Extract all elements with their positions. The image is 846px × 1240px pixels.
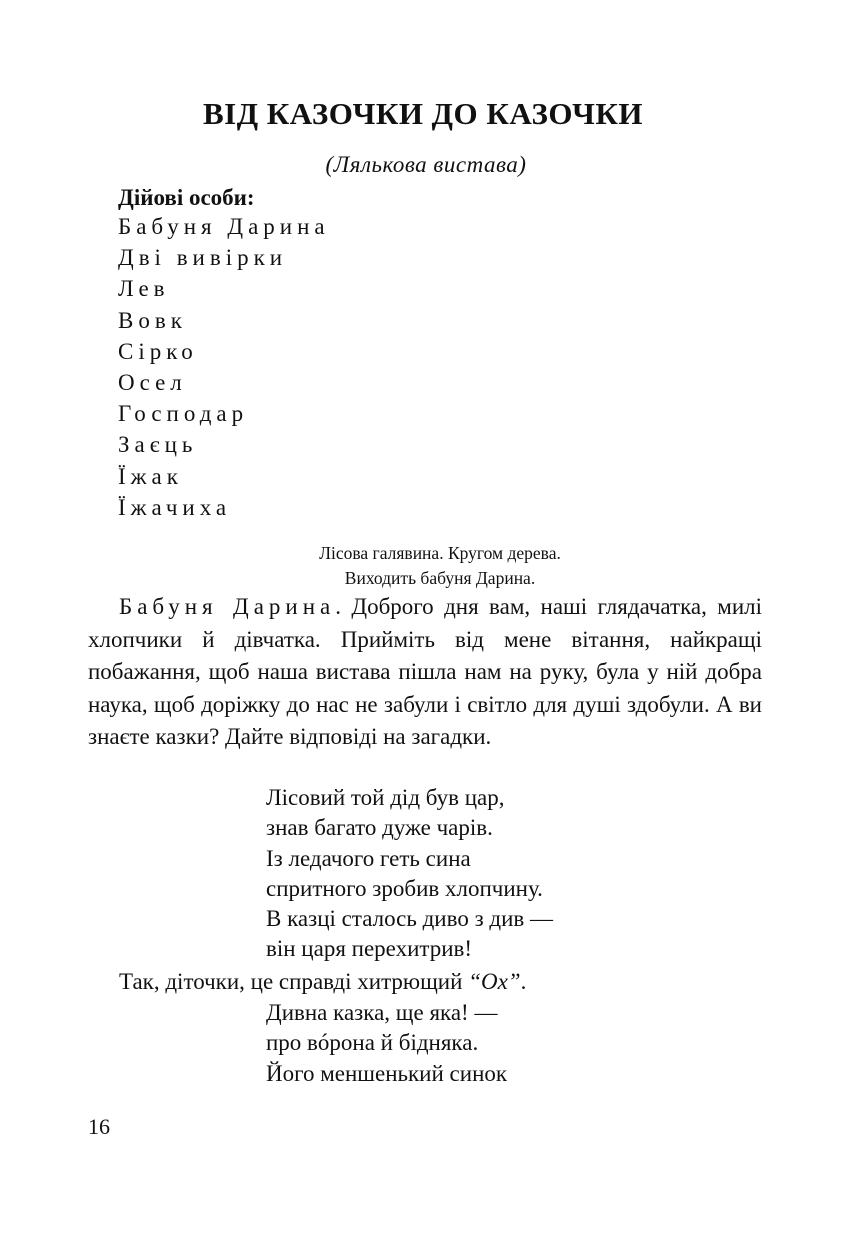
cast-list <box>118 211 330 523</box>
speaker-name: Бабуня Дарина <box>119 594 336 619</box>
speech-text: . Доброго дня вам, наші глядачатка, милі хлопчики й дівчатка. Прийміть від мене вітання, найкращі побажання, щоб наша вистава пішла нам на руку, була у ній добра наука, щоб доріжку до нас не забули і світло для душі здобули. А ви знаєте казки? Дайте відповіді на загадки. <box>88 594 763 749</box>
cast-member: Їжачиха <box>118 494 232 520</box>
stage-direction-line: Виходить бабуня Дарина. <box>344 568 536 588</box>
stage-direction-line: Лісова галявина. Кругом дерева. <box>319 543 561 563</box>
cast-member: Вовк <box>118 307 187 333</box>
speech-paragraph <box>88 591 762 754</box>
verse-line: В казці сталось диво з див — <box>266 906 554 932</box>
verse-riddle-2 <box>266 998 507 1089</box>
answer-tail: . <box>520 969 527 994</box>
verse-line: Із ледачого геть сина <box>266 845 471 871</box>
answer-lead: Так, діточки, це справді хитрющий <box>119 969 469 994</box>
verse-line: Дивна казка, ще яка! — <box>266 1000 498 1025</box>
cast-member: Їжак <box>118 463 183 489</box>
tale-reference: “Ох” <box>468 969 521 994</box>
page-title: ВІД КАЗОЧКИ ДО КАЗОЧКИ <box>202 96 644 131</box>
verse-line: Його меншенький синок <box>266 1060 508 1086</box>
cast-member: Осел <box>118 369 187 395</box>
cast-member: Дві вивірки <box>118 245 288 271</box>
verse-line: про вóрона й бідняка. <box>266 1030 479 1056</box>
cast-heading: Дійові особи: <box>118 185 255 210</box>
verse-line: спритного зробив хлопчину. <box>266 875 543 901</box>
answer-line <box>119 966 526 998</box>
stage-direction <box>0 541 846 591</box>
cast-member: Господар <box>118 401 249 427</box>
verse-line: знав багато дуже чарів. <box>266 815 493 841</box>
cast-member: Сірко <box>118 338 198 364</box>
verse-line: Лісовий той дід був цар, <box>266 785 505 810</box>
cast-member: Лев <box>118 276 170 302</box>
play-subtitle: (Лялькова вистава) <box>325 152 527 177</box>
cast-member: Бабуня Дарина <box>118 214 330 239</box>
verse-line: він царя перехитрив! <box>266 936 473 962</box>
cast-member: Заєць <box>118 432 198 458</box>
page-number: 16 <box>88 1114 110 1139</box>
verse-riddle-1 <box>266 783 553 965</box>
